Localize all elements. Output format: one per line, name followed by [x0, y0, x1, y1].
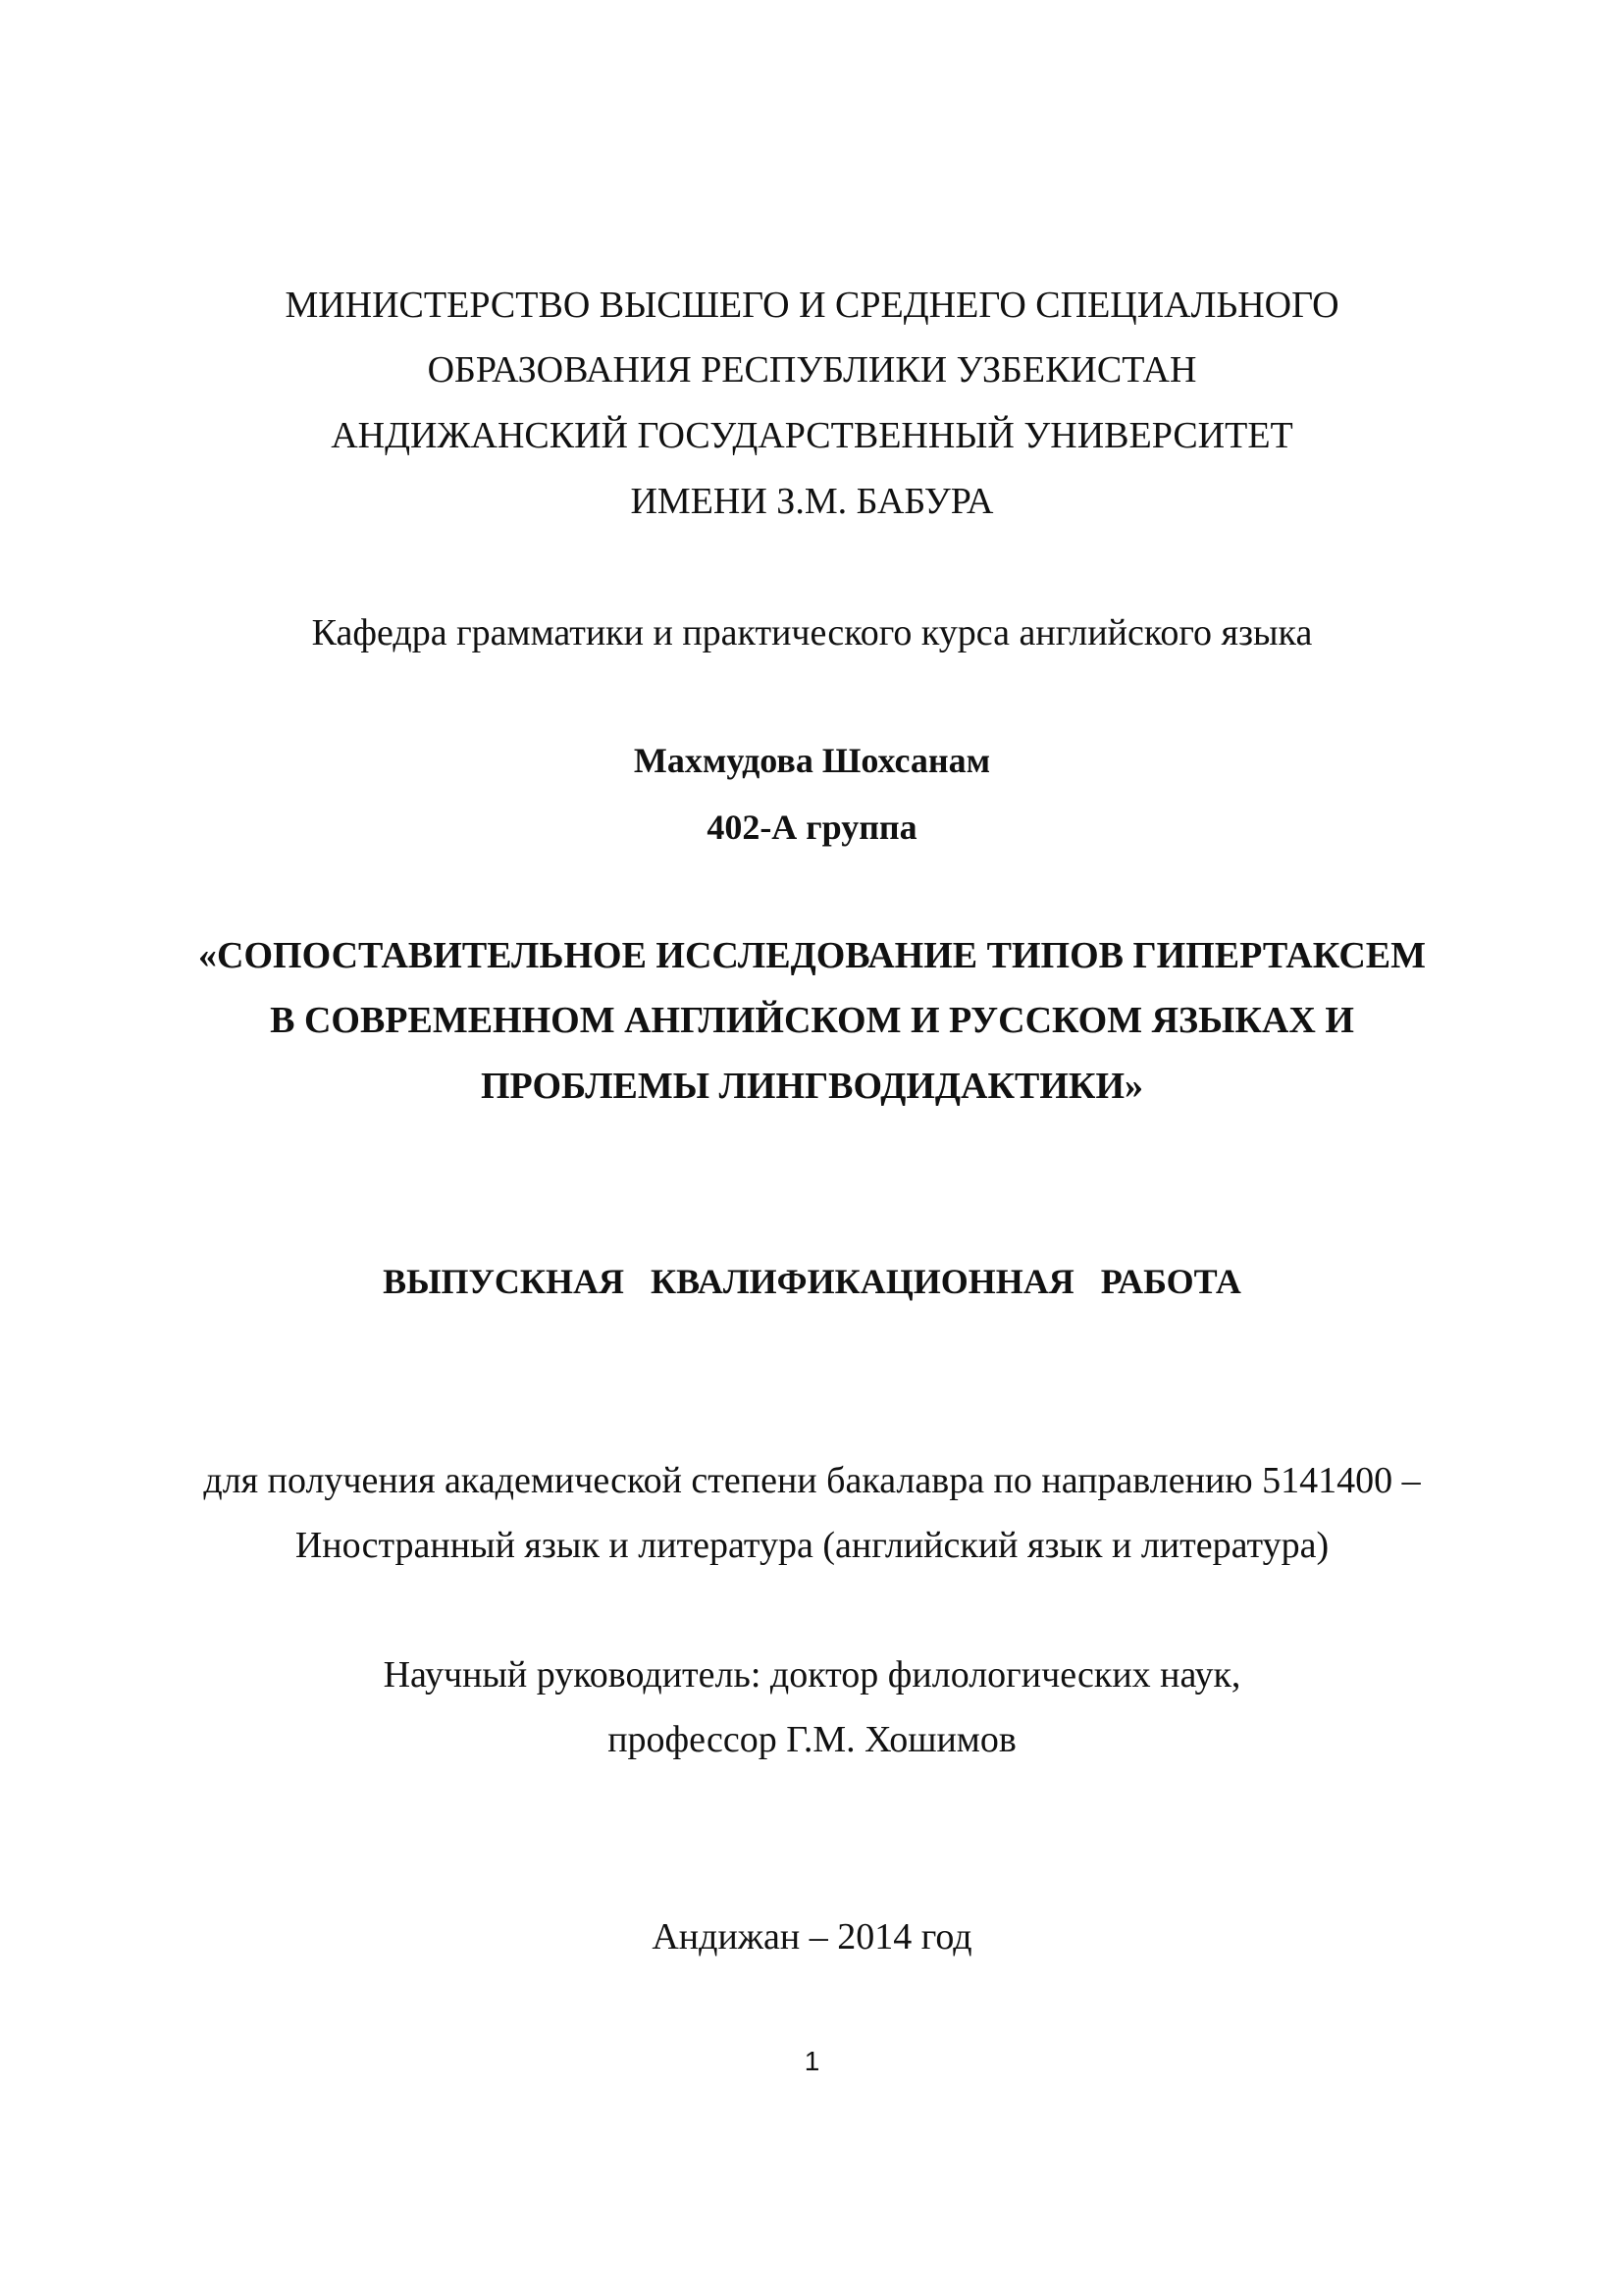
- thesis-title-line-3: ПРОБЛЕМЫ ЛИНГВОДИДАКТИКИ»: [480, 1066, 1144, 1107]
- university-line-2: ИМЕНИ З.М. БАБУРА: [630, 481, 994, 522]
- supervisor-line-1: Научный руководитель: доктор филологических наук,: [383, 1654, 1241, 1696]
- author-group: 402-А группа: [707, 808, 917, 847]
- place-year: Андижан – 2014 год: [652, 1916, 972, 1957]
- degree-line-1: для получения академической степени бакалавра по направлению 5141400 –: [203, 1460, 1421, 1501]
- work-type: ВЫПУСКНАЯ КВАЛИФИКАЦИОННАЯ РАБОТА: [383, 1262, 1241, 1301]
- page-number: 1: [804, 2046, 820, 2076]
- thesis-title-line-1: «СОПОСТАВИТЕЛЬНОЕ ИССЛЕДОВАНИЕ ТИПОВ ГИПЕРТАКСЕМ: [198, 935, 1426, 976]
- university-line-1: АНДИЖАНСКИЙ ГОСУДАРСТВЕННЫЙ УНИВЕРСИТЕТ: [331, 415, 1293, 456]
- degree-line-2: Иностранный язык и литература (английский язык и литература): [294, 1525, 1330, 1566]
- author-name: Махмудова Шохсанам: [633, 741, 991, 780]
- ministry-line-2: ОБРАЗОВАНИЯ РЕСПУБЛИКИ УЗБЕКИСТАН: [427, 349, 1197, 391]
- ministry-line-1: МИНИСТЕРСТВО ВЫСШЕГО И СРЕДНЕГО СПЕЦИАЛЬНОГО: [285, 285, 1339, 326]
- supervisor-line-2: профессор Г.М. Хошимов: [607, 1719, 1017, 1760]
- department: Кафедра грамматики и практического курса английского языка: [311, 612, 1313, 653]
- thesis-title-line-2: В СОВРЕМЕННОМ АНГЛИЙСКОМ И РУССКОМ ЯЗЫКАХ И: [270, 1000, 1354, 1041]
